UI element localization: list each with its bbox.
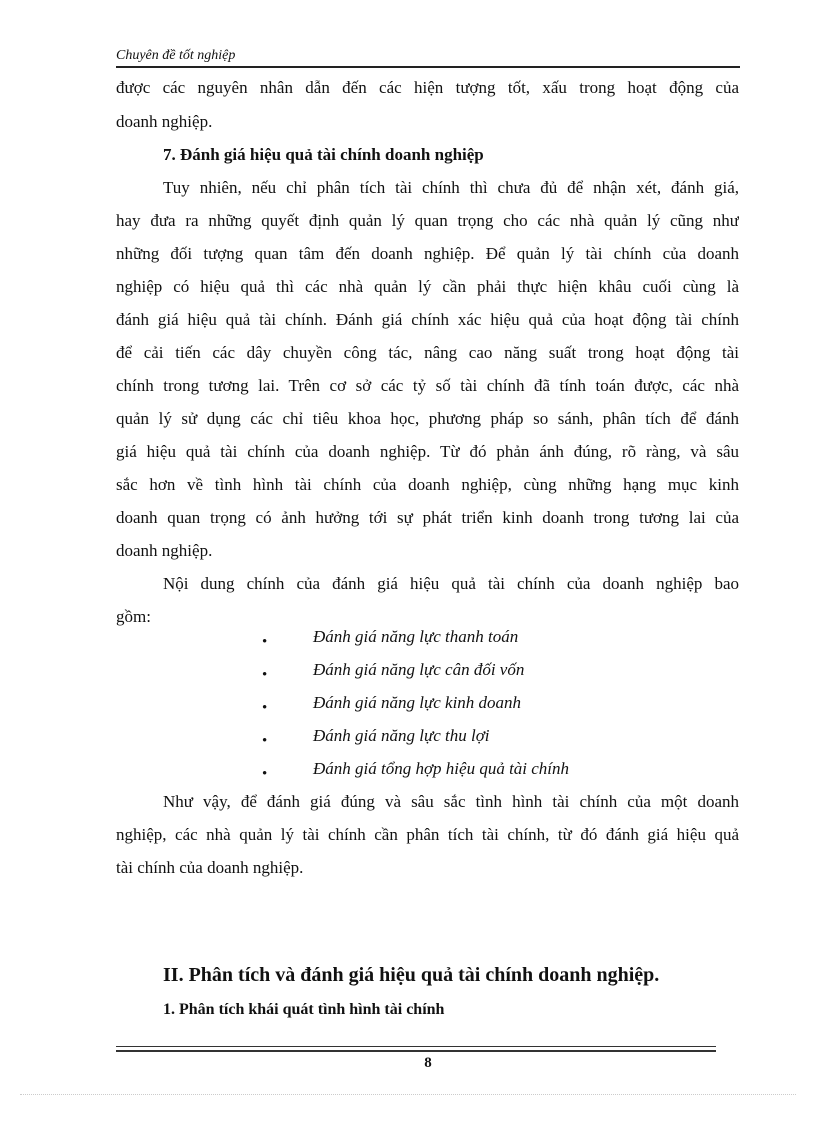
footer-rule (116, 1050, 716, 1052)
text-line: nghiệp, các nhà quản lý tài chính cần phân tích tài chính, từ đó đánh giá hiệu quả (116, 825, 739, 844)
text-line: nghiệp có hiệu quả thì các nhà quản lý cần phải thực hiện khâu cuối cùng là (116, 277, 739, 296)
bullet-icon: • (262, 667, 268, 683)
list-item: Đánh giá tổng hợp hiệu quả tài chính (313, 759, 570, 778)
text-line: sắc hơn về tình hình tài chính của doanh nghiệp, cùng những hạng mục kinh (116, 475, 739, 494)
list-item: Đánh giá năng lực thu lợi (313, 726, 490, 745)
text-line: Tuy nhiên, nếu chỉ phân tích tài chính thì chưa đủ để nhận xét, đánh giá, (163, 178, 739, 197)
bullet-icon: • (262, 766, 268, 782)
text-line: những đối tượng quan tâm đến doanh nghiệp. Để quản lý tài chính của doanh (116, 244, 739, 263)
page-number: 8 (424, 1055, 432, 1071)
text-line: doanh nghiệp. (116, 541, 213, 560)
text-line: được các nguyên nhân dẫn đến các hiện tượng tốt, xấu trong hoạt động của (116, 78, 739, 97)
text-line: doanh quan trọng có ảnh hưởng tới sự phát triển kinh doanh trong tương lai của (116, 508, 739, 527)
page-edge (20, 1094, 796, 1095)
section-heading-ii: II. Phân tích và đánh giá hiệu quả tài chính doanh nghiệp. (163, 964, 660, 986)
list-item: Đánh giá năng lực kinh doanh (313, 693, 522, 712)
running-header: Chuyên đề tốt nghiệp (116, 48, 236, 63)
list-item: Đánh giá năng lực cân đối vốn (313, 660, 525, 679)
text-line: doanh nghiệp. (116, 112, 213, 131)
subsection-heading: 1. Phân tích khái quát tình hình tài chính (163, 1001, 445, 1018)
bullet-icon: • (262, 634, 268, 650)
text-line: giá hiệu quả tài chính của doanh nghiệp. Từ đó phản ánh đúng, rõ ràng, và sâu (116, 442, 739, 461)
text-line: hay đưa ra những quyết định quản lý quan trọng cho các nhà quản lý cũng như (116, 211, 739, 230)
text-line: Nội dung chính của đánh giá hiệu quả tài chính của doanh nghiệp bao (163, 574, 739, 593)
text-line: gồm: (116, 607, 151, 626)
header-rule (116, 66, 740, 68)
bullet-icon: • (262, 733, 268, 749)
text-line: Như vậy, để đánh giá đúng và sâu sắc tình hình tài chính của một doanh (163, 792, 739, 811)
text-line: tài chính của doanh nghiệp. (116, 858, 304, 877)
section-heading: 7. Đánh giá hiệu quả tài chính doanh nghiệp (163, 145, 484, 164)
text-line: để cải tiến các dây chuyền công tác, nâng cao năng suất trong hoạt động tài (116, 343, 739, 362)
text-line: đánh giá hiệu quả tài chính. Đánh giá chính xác hiệu quả của hoạt động tài chính (116, 310, 739, 329)
text-line: quản lý sử dụng các chỉ tiêu khoa học, phương pháp so sánh, phân tích để đánh (116, 409, 739, 428)
footer-rule (116, 1046, 716, 1047)
list-item: Đánh giá năng lực thanh toán (313, 627, 519, 646)
bullet-icon: • (262, 700, 268, 716)
text-line: chính trong tương lai. Trên cơ sở các tỷ số tài chính đã tính toán được, các nhà (116, 376, 739, 395)
